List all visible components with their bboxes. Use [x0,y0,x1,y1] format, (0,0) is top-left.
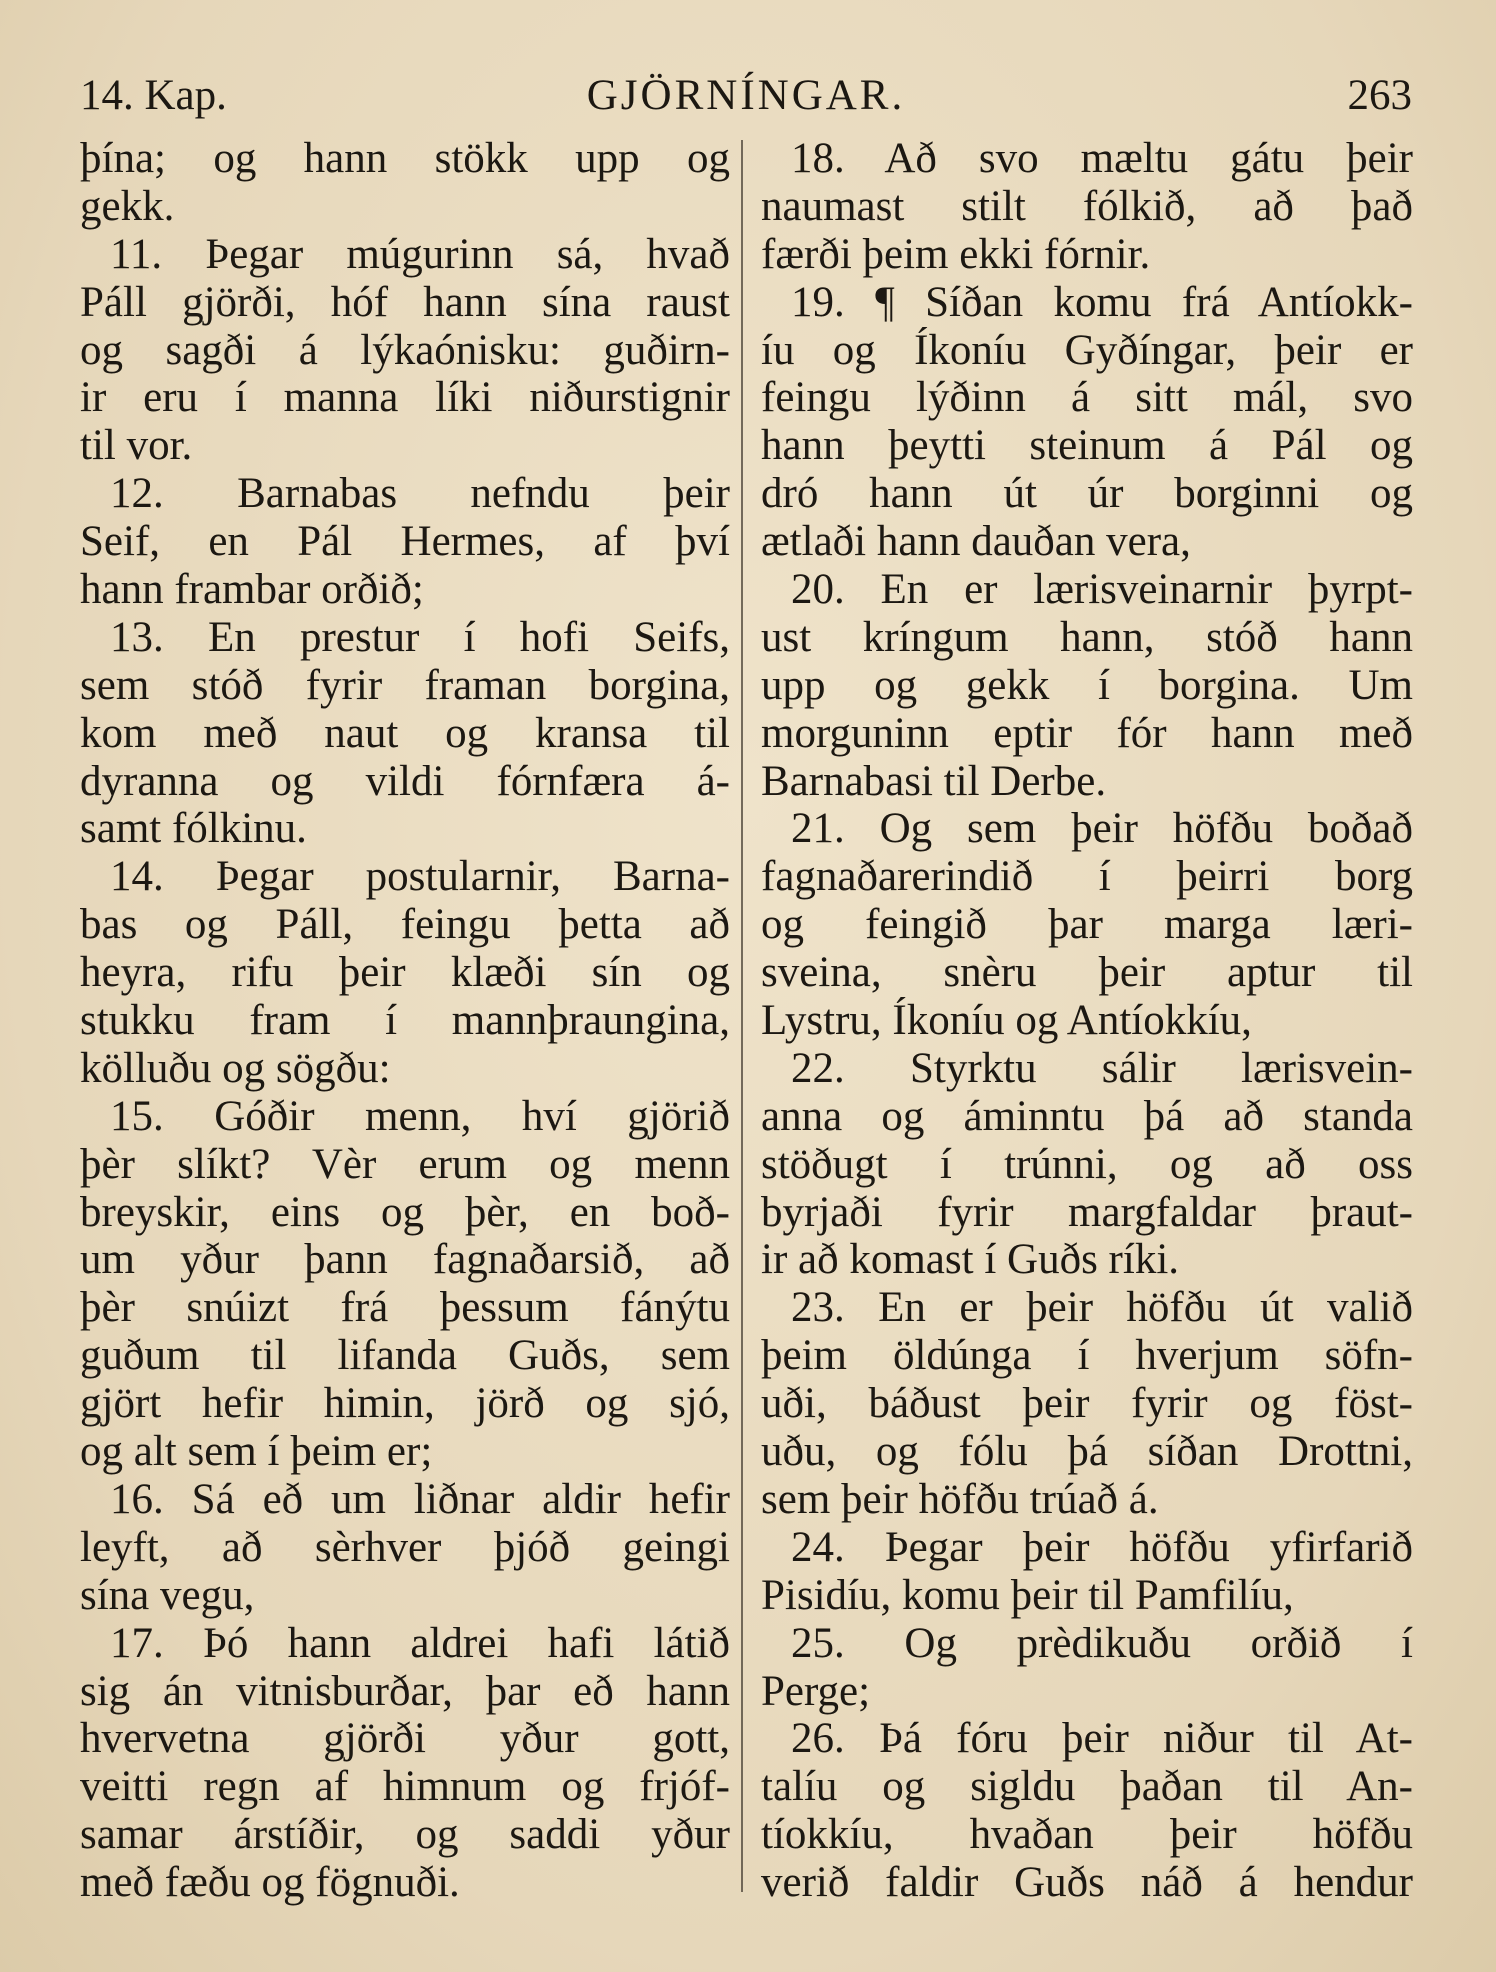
text-line: anna og áminntu þá að standa [761,1092,1413,1140]
text-line: stukku fram í mannþraungina, [80,997,730,1045]
text-line: sveina, snèru þeir aptur til [761,949,1413,997]
text-line: ætlaði hann dauðan vera, [761,518,1191,566]
left-text-column [80,135,730,1907]
text-line: uði, báðust þeir fyrir og föst- [761,1380,1413,1428]
text-line: um yður þann fagnaðarsið, að [80,1236,730,1284]
text-line: samt fólkinu. [80,805,307,853]
text-line: dyranna og vildi fórnfæra á- [80,757,730,805]
text-line: 15. Góðir menn, hví gjörið [110,1092,730,1140]
right-text-column [761,135,1413,1907]
text-line: 11. Þegar múgurinn sá, hvað [110,230,730,278]
chapter-label: 14. Kap. [80,72,227,119]
text-line: og sagði á lýkaónisku: guðirn- [80,326,730,374]
text-line: 17. Þó hann aldrei hafi látið [110,1619,730,1667]
text-line: hvervetna gjörði yður gott, [80,1715,730,1763]
text-line: færði þeim ekki fórnir. [761,230,1151,278]
text-line: sem þeir höfðu trúað á. [761,1475,1159,1523]
text-line: 14. Þegar postularnir, Barna- [110,853,730,901]
text-line: 13. En prestur í hofi Seifs, [110,613,730,661]
text-line: kölluðu og sögðu: [80,1044,391,1092]
text-line: Lystru, Íkoníu og Antíokkíu, [761,997,1252,1045]
text-line: ir eru í manna líki niðurstignir [80,374,730,422]
text-line: sína vegu, [80,1571,255,1619]
text-line: Barnabasi til Derbe. [761,757,1107,805]
text-line: og feingið þar marga læri- [761,901,1413,949]
running-header [80,68,1412,124]
text-line: fagnaðarerindið í þeirri borg [761,853,1413,901]
text-line: þína; og hann stökk upp og [80,135,730,182]
text-line: veitti regn af himnum og frjóf- [80,1763,730,1811]
text-line: Seif, en Pál Hermes, af því [80,518,730,566]
text-line: dró hann út úr borginni og [761,470,1413,518]
text-line: stöðugt í trúnni, og að oss [761,1140,1413,1188]
text-line: morguninn eptir fór hann með [761,709,1413,757]
text-line: tíokkíu, hvaðan þeir höfðu [761,1811,1413,1859]
text-line: 18. Að svo mæltu gátu þeir [791,135,1413,182]
text-line: kom með naut og kransa til [80,709,730,757]
text-line: sem stóð fyrir framan borgina, [80,661,730,709]
text-line: uðu, og fólu þá síðan Drottni, [761,1428,1413,1476]
text-line: Perge; [761,1667,871,1715]
text-line: 25. Og prèdikuðu orðið í [791,1619,1413,1667]
text-line: íu og Íkoníu Gyðíngar, þeir er [761,326,1413,374]
text-line: Pisidíu, komu þeir til Pamfilíu, [761,1571,1294,1619]
text-line: 24. Þegar þeir höfðu yfirfarið [791,1523,1413,1571]
text-line: þèr snúizt frá þessum fánýtu [80,1284,730,1332]
text-line: 16. Sá eð um liðnar aldir hefir [110,1475,730,1523]
text-line: gjört hefir himin, jörð og sjó, [80,1380,730,1428]
text-line: breyskir, eins og þèr, en boð- [80,1188,730,1236]
text-line: guðum til lifanda Guðs, sem [80,1332,730,1380]
text-line: talíu og sigldu þaðan til An- [761,1763,1413,1811]
text-line: 20. En er lærisveinarnir þyrpt- [791,566,1413,614]
text-line: verið faldir Guðs náð á hendur [761,1859,1413,1907]
text-line: bas og Páll, feingu þetta að [80,901,730,949]
text-line: feingu lýðinn á sitt mál, svo [761,374,1413,422]
text-line: ust kríngum hann, stóð hann [761,613,1413,661]
text-line: ir að komast í Guðs ríki. [761,1236,1180,1284]
text-line: til vor. [80,422,193,470]
text-line: samar árstíðir, og saddi yður [80,1811,730,1859]
column-divider [741,140,743,1892]
text-line: gekk. [80,182,175,230]
text-line: 21. Og sem þeir höfðu boðað [791,805,1413,853]
text-line: heyra, rifu þeir klæði sín og [80,949,730,997]
text-line: Páll gjörði, hóf hann sína raust [80,278,730,326]
text-line: og alt sem í þeim er; [80,1428,433,1476]
text-line: hann þeytti steinum á Pál og [761,422,1413,470]
text-line: hann frambar orðið; [80,566,424,614]
text-line: upp og gekk í borgina. Um [761,661,1413,709]
text-line: þèr slíkt? Vèr erum og menn [80,1140,730,1188]
text-line: með fæðu og fögnuði. [80,1859,460,1907]
page-title: GJÖRNÍNGAR. [586,72,906,119]
text-line: 19. ¶ Síðan komu frá Antíokk- [791,278,1413,326]
text-line: 23. En er þeir höfðu út valið [791,1284,1413,1332]
text-line: byrjaði fyrir margfaldar þraut- [761,1188,1413,1236]
page-number: 263 [1347,72,1412,119]
text-line: þeim öldúnga í hverjum söfn- [761,1332,1413,1380]
text-line: 26. Þá fóru þeir niður til At- [791,1715,1413,1763]
text-line: 22. Styrktu sálir lærisvein- [791,1044,1413,1092]
text-line: sig án vitnisburðar, þar eð hann [80,1667,730,1715]
text-line: naumast stilt fólkið, að það [761,182,1413,230]
text-line: leyft, að sèrhver þjóð geingi [80,1523,730,1571]
text-line: 12. Barnabas nefndu þeir [110,470,730,518]
